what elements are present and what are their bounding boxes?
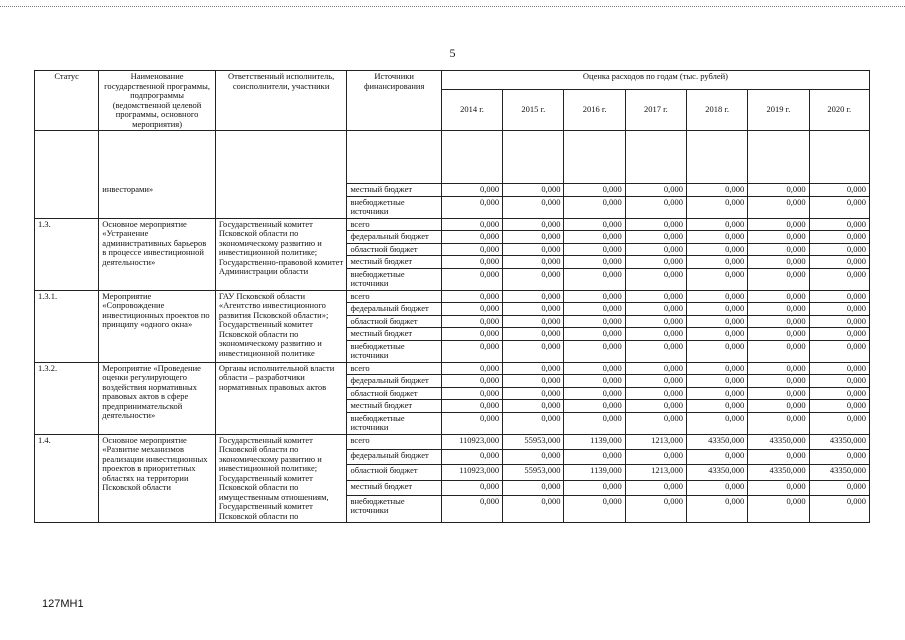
name-cell: Основное мероприятие «Устранение административных барьеров в процессе инвестиционной деятельности» [99,218,216,290]
value-cell: 0,000 [809,495,869,522]
name-cell: Мероприятие «Сопровождение инвестиционных проектов по принципу «одного окна» [99,290,216,362]
value-cell: 0,000 [441,480,502,495]
name-cell: Основное мероприятие «Развитие механизмов реализации инвестиционных проектов в приоритетных областях на территории Псковской области [99,434,216,523]
value-cell: 0,000 [564,256,625,269]
value-cell: 0,000 [503,449,564,464]
value-cell: 1139,000 [564,434,625,449]
value-cell: 0,000 [503,387,564,400]
value-cell: 0,000 [441,340,502,362]
status-cell [35,184,99,219]
value-cell: 0,000 [625,256,686,269]
value-cell: 0,000 [809,184,869,197]
value-cell: 0,000 [441,231,502,244]
source-cell: всего [347,218,441,231]
source-cell: внебюджетные источники [347,495,441,522]
value-cell: 0,000 [748,184,809,197]
value-cell: 0,000 [503,375,564,388]
value-cell: 0,000 [625,449,686,464]
value-cell: 0,000 [441,412,502,434]
value-cell: 0,000 [625,243,686,256]
value-cell: 0,000 [687,412,748,434]
value-cell: 0,000 [748,256,809,269]
value-cell: 0,000 [809,256,869,269]
value-cell: 0,000 [441,375,502,388]
value-cell: 0,000 [809,362,869,375]
value-cell: 43350,000 [809,434,869,449]
value-cell: 0,000 [564,231,625,244]
value-cell: 0,000 [809,412,869,434]
header-status: Статус [35,71,99,131]
value-cell: 0,000 [748,231,809,244]
value-cell: 0,000 [441,400,502,413]
source-cell: местный бюджет [347,400,441,413]
value-cell: 0,000 [748,362,809,375]
source-cell: всего [347,362,441,375]
value-cell: 0,000 [809,328,869,341]
document-code: 127МН1 [42,598,84,610]
value-cell: 1213,000 [625,465,686,480]
value-cell: 0,000 [809,449,869,464]
value-cell: 0,000 [687,328,748,341]
value-cell: 0,000 [503,184,564,197]
value-cell: 0,000 [564,196,625,218]
value-cell: 0,000 [441,218,502,231]
value-cell: 0,000 [687,362,748,375]
value-cell: 0,000 [564,400,625,413]
value-cell: 0,000 [687,315,748,328]
value-cell: 0,000 [441,362,502,375]
value-cell: 0,000 [687,231,748,244]
value-cell: 0,000 [748,449,809,464]
header-responsible: Ответственный исполнитель, соисполнители, участники [215,71,347,131]
value-cell: 0,000 [748,375,809,388]
source-cell: областной бюджет [347,465,441,480]
value-cell: 0,000 [503,340,564,362]
value-cell: 0,000 [564,243,625,256]
value-cell: 0,000 [748,328,809,341]
value-cell: 55953,000 [503,434,564,449]
header-year: 2014 г. [441,90,502,131]
value-cell: 0,000 [564,315,625,328]
value-cell: 0,000 [564,290,625,303]
value-cell: 0,000 [503,328,564,341]
header-year: 2019 г. [748,90,809,131]
value-cell: 0,000 [564,495,625,522]
value-cell: 0,000 [809,196,869,218]
value-cell: 0,000 [748,218,809,231]
table-body [35,131,870,523]
header-row [35,71,870,90]
header-year: 2020 г. [809,90,869,131]
responsible-cell: Государственный комитет Псковской области по экономическому развитию и инвестиционной политике; Государственный комитет Псковской области по имущественным отношениям, Государственный комитет Псковской области по [215,434,347,523]
value-cell: 0,000 [564,362,625,375]
value-cell: 0,000 [687,400,748,413]
value-cell: 1213,000 [625,434,686,449]
value-cell: 0,000 [809,268,869,290]
source-cell: областной бюджет [347,315,441,328]
source-cell: областной бюджет [347,243,441,256]
value-cell: 0,000 [687,290,748,303]
value-cell: 43350,000 [748,465,809,480]
table-row [35,434,870,449]
value-cell: 0,000 [687,303,748,316]
value-cell: 0,000 [687,256,748,269]
value-cell: 0,000 [503,400,564,413]
value-cell: 0,000 [687,184,748,197]
value-cell: 0,000 [687,387,748,400]
value-cell: 0,000 [687,480,748,495]
value-cell: 0,000 [625,315,686,328]
source-cell: внебюджетные источники [347,196,441,218]
source-cell: местный бюджет [347,256,441,269]
source-cell: всего [347,434,441,449]
value-cell: 0,000 [441,243,502,256]
value-cell: 0,000 [625,196,686,218]
value-cell: 0,000 [441,449,502,464]
value-cell: 0,000 [441,328,502,341]
value-cell: 0,000 [809,231,869,244]
value-cell: 0,000 [809,480,869,495]
value-cell: 0,000 [503,231,564,244]
value-cell: 0,000 [625,231,686,244]
value-cell: 0,000 [748,340,809,362]
source-cell: местный бюджет [347,184,441,197]
value-cell: 0,000 [748,412,809,434]
value-cell: 0,000 [564,412,625,434]
value-cell: 0,000 [564,449,625,464]
value-cell: 0,000 [625,495,686,522]
source-cell: федеральный бюджет [347,231,441,244]
value-cell: 43350,000 [748,434,809,449]
value-cell: 55953,000 [503,465,564,480]
value-cell: 0,000 [687,243,748,256]
carryover-spacer-row [35,131,870,184]
value-cell: 0,000 [748,196,809,218]
value-cell: 0,000 [687,268,748,290]
value-cell: 0,000 [441,303,502,316]
value-cell: 0,000 [564,303,625,316]
budget-table [34,70,870,523]
value-cell: 0,000 [748,387,809,400]
value-cell: 0,000 [809,400,869,413]
value-cell: 0,000 [564,218,625,231]
value-cell: 0,000 [564,184,625,197]
value-cell: 0,000 [748,480,809,495]
value-cell: 0,000 [625,303,686,316]
source-cell: федеральный бюджет [347,303,441,316]
value-cell: 0,000 [809,340,869,362]
value-cell: 0,000 [809,243,869,256]
value-cell: 43350,000 [809,465,869,480]
value-cell: 0,000 [687,196,748,218]
value-cell: 0,000 [748,303,809,316]
value-cell: 0,000 [809,303,869,316]
table-row [35,218,870,231]
value-cell: 110923,000 [441,465,502,480]
value-cell: 0,000 [687,218,748,231]
value-cell: 0,000 [625,362,686,375]
value-cell: 0,000 [809,218,869,231]
name-cell: Мероприятие «Проведение оценки регулирующего воздействия нормативных правовых актов в сфере предпринимательской деятельности» [99,362,216,434]
value-cell: 0,000 [503,412,564,434]
value-cell: 1139,000 [564,465,625,480]
value-cell: 0,000 [441,184,502,197]
value-cell: 0,000 [687,449,748,464]
source-cell: внебюджетные источники [347,268,441,290]
value-cell: 0,000 [748,315,809,328]
status-cell: 1.4. [35,434,99,523]
value-cell: 0,000 [564,480,625,495]
header-year: 2016 г. [564,90,625,131]
value-cell: 0,000 [625,387,686,400]
header-sources: Источники финансирования [347,71,441,131]
value-cell: 0,000 [564,328,625,341]
value-cell: 0,000 [503,362,564,375]
status-cell: 1.3.1. [35,290,99,362]
responsible-cell: Органы исполнительной власти области – разработчики нормативных правовых актов [215,362,347,434]
value-cell: 0,000 [809,387,869,400]
value-cell: 0,000 [503,218,564,231]
value-cell: 0,000 [503,243,564,256]
value-cell: 0,000 [503,196,564,218]
source-cell: всего [347,290,441,303]
value-cell: 0,000 [625,412,686,434]
value-cell: 0,000 [441,256,502,269]
value-cell: 0,000 [503,303,564,316]
value-cell: 0,000 [564,340,625,362]
table-row [35,362,870,375]
header-name: Наименование государственной программы, подпрограммы (ведомственной целевой программы, основного мероприятия) [99,71,216,131]
value-cell: 0,000 [687,495,748,522]
value-cell: 0,000 [503,268,564,290]
responsible-cell: ГАУ Псковской области «Агентство инвестиционного развития Псковской области»; Государственный комитет Псковской области по экономическому развитию и инвестиционной политике [215,290,347,362]
value-cell: 0,000 [441,268,502,290]
source-cell: местный бюджет [347,480,441,495]
value-cell: 0,000 [625,328,686,341]
value-cell: 0,000 [503,480,564,495]
value-cell: 0,000 [564,387,625,400]
value-cell: 0,000 [748,400,809,413]
status-cell: 1.3.2. [35,362,99,434]
value-cell: 0,000 [441,196,502,218]
value-cell: 110923,000 [441,434,502,449]
value-cell: 0,000 [625,400,686,413]
value-cell: 0,000 [625,375,686,388]
value-cell: 0,000 [625,268,686,290]
source-cell: местный бюджет [347,328,441,341]
value-cell: 0,000 [625,340,686,362]
value-cell: 0,000 [441,495,502,522]
source-cell: федеральный бюджет [347,449,441,464]
value-cell: 0,000 [564,268,625,290]
value-cell: 0,000 [503,495,564,522]
value-cell: 0,000 [809,290,869,303]
responsible-cell [215,184,347,219]
header-year: 2017 г. [625,90,686,131]
value-cell: 0,000 [625,184,686,197]
page-number: 5 [449,46,456,60]
header-year: 2015 г. [503,90,564,131]
value-cell: 0,000 [748,495,809,522]
value-cell: 0,000 [625,480,686,495]
value-cell: 0,000 [748,290,809,303]
value-cell: 0,000 [503,256,564,269]
value-cell: 0,000 [564,375,625,388]
value-cell: 0,000 [748,243,809,256]
value-cell: 0,000 [748,268,809,290]
value-cell: 0,000 [809,315,869,328]
value-cell: 0,000 [503,315,564,328]
source-cell: внебюджетные источники [347,340,441,362]
header-estimate: Оценка расходов по годам (тыс. рублей) [441,71,869,90]
source-cell: областной бюджет [347,387,441,400]
value-cell: 0,000 [441,290,502,303]
responsible-cell: Государственный комитет Псковской области по экономическому развитию и инвестиционной политике; Государственно-правовой комитет Администрации области [215,218,347,290]
value-cell: 43350,000 [687,434,748,449]
value-cell: 0,000 [441,315,502,328]
value-cell: 0,000 [441,387,502,400]
value-cell: 0,000 [687,375,748,388]
table-row [35,290,870,303]
value-cell: 0,000 [809,375,869,388]
value-cell: 0,000 [687,340,748,362]
source-cell: внебюджетные источники [347,412,441,434]
table-row [35,184,870,197]
value-cell: 0,000 [503,290,564,303]
source-cell: федеральный бюджет [347,375,441,388]
value-cell: 0,000 [625,218,686,231]
value-cell: 0,000 [625,290,686,303]
name-cell: инвесторами» [99,184,216,219]
header-year: 2018 г. [687,90,748,131]
scan-edge-line [0,6,905,7]
value-cell: 43350,000 [687,465,748,480]
status-cell: 1.3. [35,218,99,290]
